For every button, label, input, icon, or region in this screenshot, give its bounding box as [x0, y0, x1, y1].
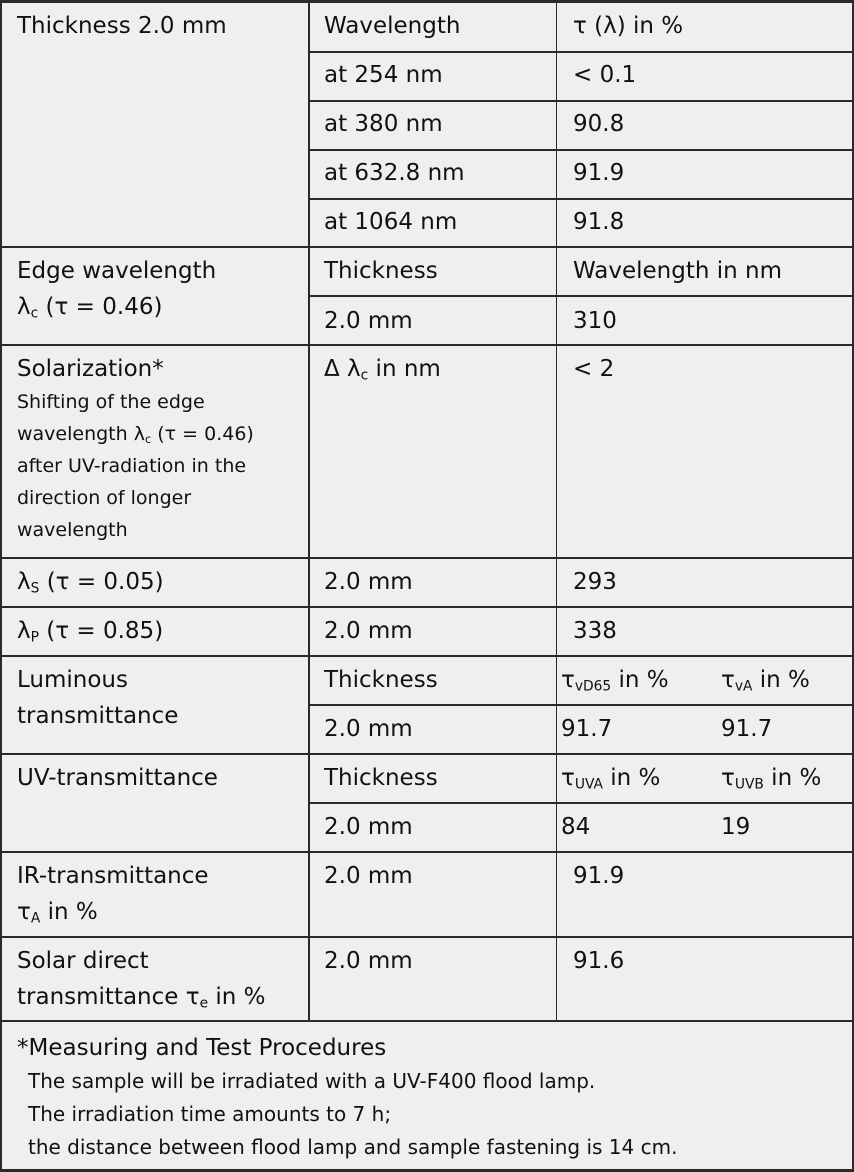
rule: [0, 246, 854, 248]
solar-label: Solar direct: [17, 948, 149, 974]
table-cell: 91.6: [573, 948, 625, 974]
tau-uvb-header: $\tau_{UVB}$ in %: [721, 765, 822, 793]
table-cell: 310: [573, 308, 617, 334]
table-cell: at 254 nm: [324, 62, 443, 88]
table-cell: 91.9: [573, 160, 625, 186]
luminous-label: Luminous: [17, 667, 128, 693]
table-cell: 2.0 mm: [324, 569, 413, 595]
rule: [308, 100, 854, 102]
rule: [0, 851, 854, 853]
transmittance-label: Thickness 2.0 mm: [17, 13, 227, 39]
rule: [0, 1020, 854, 1022]
rule: [308, 802, 854, 804]
table-cell: 91.9: [573, 863, 625, 889]
tau-va-header: $\tau_{vA}$ in %: [721, 667, 810, 695]
table-cell: < 0.1: [573, 62, 637, 88]
solar-label-line2: transmittance $\tau_e$ in %: [17, 984, 266, 1012]
rule: [308, 295, 854, 297]
frame-left: [0, 0, 2, 1172]
ir-label: IR-transmittance: [17, 863, 209, 889]
footnote-line: The sample will be irradiated with a UV-F400 flood lamp.: [28, 1069, 596, 1093]
column-divider: [556, 0, 557, 1021]
luminous-label-line2: transmittance: [17, 703, 179, 729]
lambda-p-label: $\lambda_P$ (τ = 0.85): [17, 618, 164, 646]
uv-label: UV-transmittance: [17, 765, 218, 791]
table-cell: 2.0 mm: [324, 948, 413, 974]
rule: [0, 344, 854, 346]
table-cell: 2.0 mm: [324, 308, 413, 334]
table-cell: 338: [573, 618, 617, 644]
column-divider: [308, 0, 310, 1021]
table-cell: 2.0 mm: [324, 863, 413, 889]
ir-label-line2: $\tau_A$ in %: [17, 899, 98, 927]
table-cell: 2.0 mm: [324, 814, 413, 840]
rule: [0, 753, 854, 755]
rule: [0, 557, 854, 559]
wavelength-nm-header: Wavelength in nm: [573, 258, 783, 284]
rule: [308, 51, 854, 53]
table-cell: 91.7: [561, 716, 613, 742]
table-cell: 91.7: [721, 716, 773, 742]
table-cell: 90.8: [573, 111, 625, 137]
table-cell: at 1064 nm: [324, 209, 458, 235]
thickness-header: Thickness: [324, 667, 438, 693]
table-cell: 91.8: [573, 209, 625, 235]
rule: [308, 198, 854, 200]
tau-vd65-header: $\tau_{vD65}$ in %: [561, 667, 669, 695]
thickness-header: Thickness: [324, 765, 438, 791]
table-cell: 2.0 mm: [324, 618, 413, 644]
table-cell: 293: [573, 569, 617, 595]
tau-uva-header: $\tau_{UVA}$ in %: [561, 765, 661, 793]
footnote-title: *Measuring and Test Procedures: [17, 1035, 387, 1061]
edge-symbol-label: $\lambda_c$ (τ = 0.46): [17, 294, 163, 322]
solarization-title: Solarization*: [17, 356, 164, 382]
wavelength-header: Wavelength: [324, 13, 461, 39]
tau-header: τ (λ) in %: [573, 13, 684, 39]
rule: [0, 606, 854, 608]
rule: [0, 655, 854, 657]
table-cell: 84: [561, 814, 591, 840]
rule: [0, 936, 854, 938]
rule: [308, 704, 854, 706]
table-cell: 2.0 mm: [324, 716, 413, 742]
table-cell: 19: [721, 814, 751, 840]
solarization-description: Shifting of the edge wavelength $\lambda_c$ (τ = 0.46) after UV-radiation in the direction of longer wavelength: [17, 391, 254, 541]
thickness-header: Thickness: [324, 258, 438, 284]
footnote-line: The irradiation time amounts to 7 h;: [28, 1102, 392, 1126]
frame-top: [0, 0, 854, 3]
table-cell: < 2: [573, 356, 615, 382]
lambda-s-label: $\lambda_S$ (τ = 0.05): [17, 569, 164, 597]
rule: [308, 149, 854, 151]
delta-lambda-header: Δ $\lambda_c$ in nm: [324, 356, 441, 384]
footnote-line: the distance between flood lamp and sample fastening is 14 cm.: [28, 1135, 678, 1159]
edge-label: Edge wavelength: [17, 258, 217, 284]
table-cell: at 632.8 nm: [324, 160, 465, 186]
table-cell: at 380 nm: [324, 111, 443, 137]
